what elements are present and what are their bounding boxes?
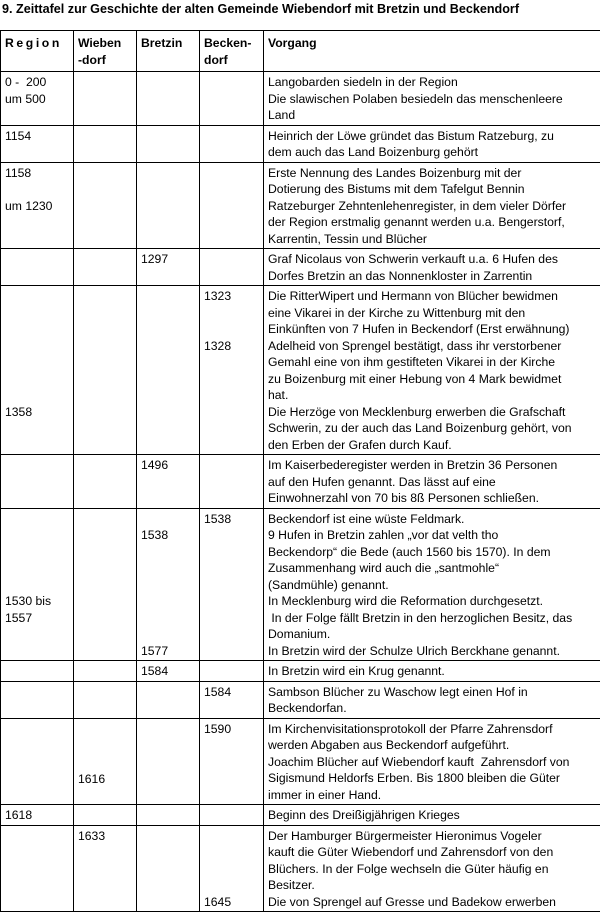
cell-line: In Bretzin wird ein Krug genannt. xyxy=(268,664,445,678)
cell-line: Erste Nennung des Landes Boizenburg mit der xyxy=(268,165,522,180)
cell-line: 1618 xyxy=(5,808,33,822)
cell-line: 1328 xyxy=(204,338,232,353)
cell-vorgang xyxy=(264,825,600,912)
table-row xyxy=(1,825,600,912)
cell-region xyxy=(1,286,74,455)
cell-line: dem auch das Land Boizenburg gehört xyxy=(268,145,479,159)
cell-bretzin xyxy=(137,162,200,249)
cell-line: In Mecklenburg wird die Reformation durchgesetzt. xyxy=(268,594,544,608)
cell-line: Schwerin, zu der auch das Land Boizenburg gehört, von xyxy=(268,421,572,435)
cell-line: Sambson Blücher zu Waschow legt einen Hof in xyxy=(268,684,528,699)
cell-vorgang xyxy=(264,455,600,509)
table-row xyxy=(1,72,600,126)
cell-line: werden Abgaben aus Beckendorf aufgeführt. xyxy=(268,738,510,752)
cell-line: 1297 xyxy=(141,252,169,266)
header-line: Becken- xyxy=(204,36,252,50)
cell-beckendorf xyxy=(200,72,264,126)
cell-line: Einwohnerzahl von 70 bis 8ß Personen schließen. xyxy=(268,491,539,505)
cell-bretzin xyxy=(137,125,200,162)
table-row xyxy=(1,162,600,249)
cell-line: hat. xyxy=(268,388,289,402)
cell-line: Die slawischen Polaben besiedeln das menschenleere xyxy=(268,91,563,106)
cell-beckendorf xyxy=(200,718,264,805)
cell-region xyxy=(1,681,74,718)
table-row xyxy=(1,125,600,162)
cell-bretzin xyxy=(137,805,200,826)
table-row xyxy=(1,508,600,661)
cell-bretzin xyxy=(137,455,200,509)
cell-bretzin xyxy=(137,718,200,805)
cell-beckendorf xyxy=(200,825,264,912)
cell-wiebendorf xyxy=(74,125,137,162)
cell-region xyxy=(1,72,74,126)
cell-line: 1323 xyxy=(204,289,232,303)
cell-line: Zusammenhang wird auch die „santmohle“ xyxy=(268,561,499,575)
table-row xyxy=(1,805,600,826)
cell-beckendorf xyxy=(200,125,264,162)
cell-region xyxy=(1,825,74,912)
cell-line: kauft die Güter Wiebendorf und Zahrensdorf von den xyxy=(268,845,554,859)
cell-line: der Region erstmalig genannt werden u.a. Bengerstorf, xyxy=(268,215,565,229)
table-row xyxy=(1,455,600,509)
cell-wiebendorf xyxy=(74,681,137,718)
cell-line: Land xyxy=(268,108,296,122)
header-line: -dorf xyxy=(78,52,106,67)
column-header-wiebendorf xyxy=(74,31,137,72)
cell-line: Adelheid von Sprengel bestätigt, dass ihr verstorbener xyxy=(268,338,562,353)
cell-bretzin xyxy=(137,825,200,912)
cell-line: Im Kirchenvisitationsprotokoll der Pfarre Zahrensdorf xyxy=(268,721,553,736)
column-header-region: Region xyxy=(1,31,74,72)
cell-line: eine Vikarei in der Kirche zu Wittenburg mit den xyxy=(268,305,526,320)
cell-line: Beckendorp“ die Bede (auch 1560 bis 1570). In dem xyxy=(268,544,551,559)
cell-beckendorf xyxy=(200,805,264,826)
cell-line: den Erben der Grafen durch Kauf. xyxy=(268,437,452,452)
cell-line: 0 - 200 xyxy=(5,75,47,89)
cell-region xyxy=(1,125,74,162)
cell-region xyxy=(1,162,74,249)
cell-line: Graf Nicolaus von Schwerin verkauft u.a. 6 Hufen des xyxy=(268,252,558,266)
cell-line: 1577 xyxy=(141,643,169,658)
cell-line: 1590 xyxy=(204,721,232,736)
cell-wiebendorf xyxy=(74,805,137,826)
cell-line: Heinrich der Löwe gründet das Bistum Ratzeburg, zu xyxy=(268,128,554,143)
cell-line: 1358 xyxy=(5,404,33,419)
cell-line: 1158 xyxy=(5,165,32,180)
cell-line: um 1230 xyxy=(5,198,53,213)
cell-bretzin xyxy=(137,72,200,126)
cell-beckendorf xyxy=(200,249,264,286)
cell-line: Beckendorfan. xyxy=(268,701,347,715)
cell-wiebendorf xyxy=(74,455,137,509)
cell-line: Im Kaiserbederegister werden in Bretzin 36 Personen xyxy=(268,458,558,472)
cell-line: Ratzeburger Zehntenlehenregister, in dem vieler Dörfer xyxy=(268,198,567,213)
cell-region xyxy=(1,455,74,509)
cell-vorgang xyxy=(264,286,600,455)
table-row xyxy=(1,661,600,682)
cell-line: Besitzer. xyxy=(268,878,315,892)
cell-line: 1645 xyxy=(204,894,232,909)
cell-bretzin xyxy=(137,661,200,682)
table-row xyxy=(1,249,600,286)
cell-line: um 500 xyxy=(5,91,46,106)
cell-line: Einkünften von 7 Hufen in Beckendorf (Erst erwähnung) xyxy=(268,322,570,336)
cell-wiebendorf xyxy=(74,286,137,455)
cell-line: 1538 xyxy=(141,528,169,542)
cell-region xyxy=(1,508,74,661)
cell-wiebendorf xyxy=(74,825,137,912)
cell-line: Langobarden siedeln in der Region xyxy=(268,75,458,89)
cell-vorgang xyxy=(264,508,600,661)
cell-line: In Bretzin wird der Schulze Ulrich Berckhane genannt. xyxy=(268,643,560,658)
cell-line: 1557 xyxy=(5,610,33,625)
timeline-table xyxy=(0,30,600,912)
cell-region xyxy=(1,718,74,805)
cell-line: Der Hamburger Bürgermeister Hieronimus Vogeler xyxy=(268,828,542,843)
cell-line: auf den Hufen genannt. Das lässt auf eine xyxy=(268,474,496,489)
cell-wiebendorf xyxy=(74,72,137,126)
cell-wiebendorf xyxy=(74,162,137,249)
cell-bretzin xyxy=(137,249,200,286)
column-header-bretzin: Bretzin xyxy=(137,31,200,72)
cell-vorgang xyxy=(264,681,600,718)
cell-region xyxy=(1,661,74,682)
cell-vorgang xyxy=(264,249,600,286)
cell-bretzin xyxy=(137,508,200,661)
cell-line: 1584 xyxy=(141,664,169,678)
header-row xyxy=(1,31,600,72)
cell-region xyxy=(1,805,74,826)
cell-line: Die von Sprengel auf Gresse und Badekow erwerben xyxy=(268,894,556,909)
cell-line: Joachim Blücher auf Wiebendorf kauft Zahrensdorf von xyxy=(268,754,570,769)
cell-wiebendorf xyxy=(74,508,137,661)
cell-vorgang xyxy=(264,661,600,682)
cell-line: Blüchers. In der Folge wechseln die Güter häufig en xyxy=(268,861,549,876)
cell-line: Beckendorf ist eine wüste Feldmark. xyxy=(268,511,465,526)
cell-line: Beginn des Dreißigjährigen Krieges xyxy=(268,808,460,822)
cell-vorgang xyxy=(264,718,600,805)
cell-line: Karrentin, Tessin und Blücher xyxy=(268,231,427,246)
cell-line: Dorfes Bretzin an das Nonnenkloster in Zarrentin xyxy=(268,268,533,283)
section-heading: 9. Zeittafel zur Geschichte der alten Gemeinde Wiebendorf mit Bretzin und Beckendorf xyxy=(2,2,520,16)
cell-line: 1530 bis xyxy=(5,594,52,608)
cell-bretzin xyxy=(137,286,200,455)
cell-wiebendorf xyxy=(74,661,137,682)
cell-line: 1584 xyxy=(204,684,232,699)
cell-region xyxy=(1,249,74,286)
header-line: dorf xyxy=(204,52,228,67)
cell-vorgang xyxy=(264,162,600,249)
cell-beckendorf xyxy=(200,455,264,509)
table-row xyxy=(1,718,600,805)
cell-bretzin xyxy=(137,681,200,718)
cell-line: In der Folge fällt Bretzin in den herzoglichen Besitz, das xyxy=(268,610,573,625)
cell-beckendorf xyxy=(200,508,264,661)
table-row xyxy=(1,286,600,455)
cell-line: Gemahl eine von ihm gestifteten Vikarei in der Kirche xyxy=(268,355,556,369)
cell-beckendorf xyxy=(200,286,264,455)
cell-line: Die RitterWipert und Hermann von Blücher bewidmen xyxy=(268,289,558,303)
cell-line: Dotierung des Bistums mit dem Tafelgut Bennin xyxy=(268,182,525,196)
table-row xyxy=(1,681,600,718)
cell-line: (Sandmühle) genannt. xyxy=(268,577,389,592)
cell-beckendorf xyxy=(200,162,264,249)
cell-line: zu Boizenburg mit einer Hebung von 4 Mark bewidmet xyxy=(268,371,562,386)
column-header-beckendorf xyxy=(200,31,264,72)
cell-beckendorf xyxy=(200,681,264,718)
cell-line: 9 Hufen in Bretzin zahlen „vor dat velth tho xyxy=(268,528,499,542)
cell-vorgang xyxy=(264,805,600,826)
cell-line: Die Herzöge von Mecklenburg erwerben die Grafschaft xyxy=(268,404,566,419)
cell-line: 1496 xyxy=(141,458,169,472)
header-line: Wieben xyxy=(78,36,122,50)
cell-vorgang xyxy=(264,72,600,126)
cell-wiebendorf xyxy=(74,718,137,805)
cell-beckendorf xyxy=(200,661,264,682)
column-header-vorgang: Vorgang xyxy=(264,31,600,72)
cell-line: 1616 xyxy=(78,772,106,786)
cell-line: immer in einer Hand. xyxy=(268,787,382,802)
cell-line: 1538 xyxy=(204,511,232,526)
cell-line: Domanium. xyxy=(268,627,331,641)
cell-vorgang xyxy=(264,125,600,162)
cell-line: 1633 xyxy=(78,828,106,843)
cell-line: 1154 xyxy=(5,128,32,143)
cell-wiebendorf xyxy=(74,249,137,286)
cell-line: Sigismund Heldorfs Erben. Bis 1800 bleiben die Güter xyxy=(268,771,560,785)
